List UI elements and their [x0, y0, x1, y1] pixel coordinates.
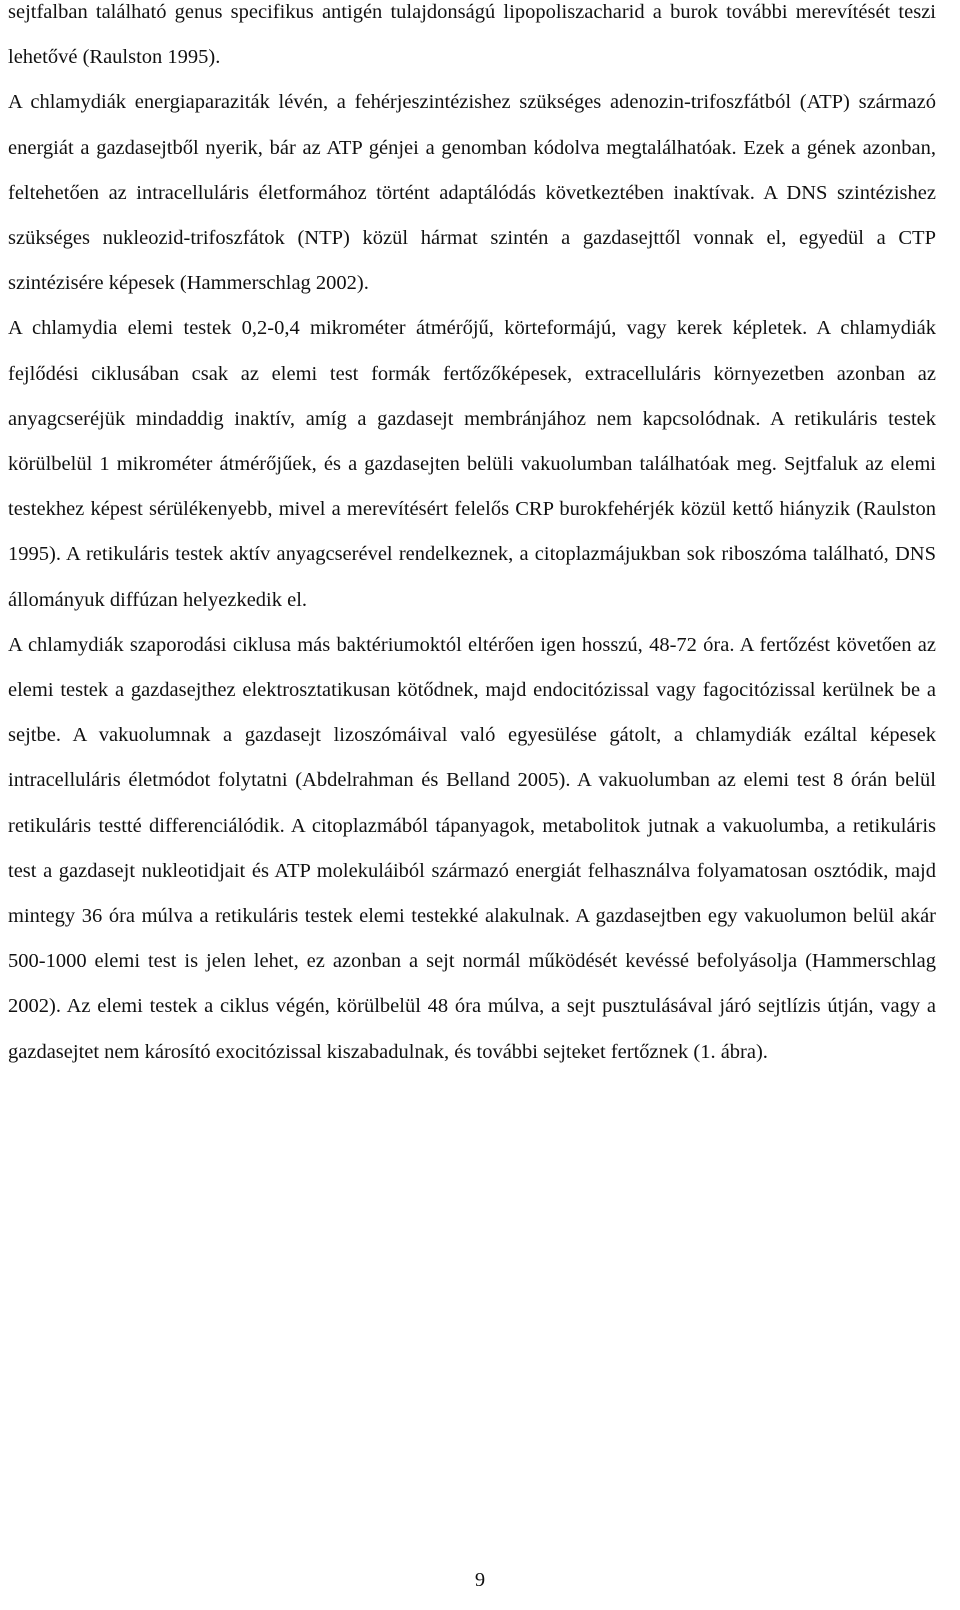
- paragraph-elementary-bodies: A chlamydia elemi testek 0,2-0,4 mikrométer átmérőjű, körteformájú, vagy kerek képletek. A chlamydiák fejlődési ciklusában csak az elemi test formák fertőzőképesek, extracelluláris környezetben azonban az anyagcseréjük mindaddig inaktív, amíg a gazdasejt membránjához nem kapcsolódnak. A retikuláris testek körülbelül 1 mikrométer átmérőjűek, és a gazdasejten belüli vakuolumban találhatóak meg. Sejtfaluk az elemi testekhez képest sérülékenyebb, mivel a merevítésért felelős CRP burokfehérjék közül kettő hiányzik (Raulston 1995). A retikuláris testek aktív anyagcserével rendelkeznek, a citoplazmájukban sok riboszóma található, DNS állományuk diffúzan helyezkedik el.: [8, 317, 936, 611]
- document-body: [8, 0, 936, 1075]
- paragraph-reproduction-cycle: A chlamydiák szaporodási ciklusa más baktériumoktól eltérően igen hosszú, 48-72 óra. A fertőzést követően az elemi testek a gazdasejthez elektrosztatikusan kötődnek, majd endocitózissal vagy fagocitózissal kerülnek be a sejtbe. A vakuolumnak a gazdasejt lizoszómáival való egyesülése gátolt, a chlamydiák ezáltal képesek intracelluláris életmódot folytatni (Abdelrahman és Belland 2005). A vakuolumban az elemi test 8 órán belül retikuláris testté differenciálódik. A citoplazmából tápanyagok, metabolitok jutnak a vakuolumba, a retikuláris test a gazdasejt nukleotidjait és ATP molekuláiból származó energiát felhasználva folyamatosan osztódik, majd mintegy 36 óra múlva a retikuláris testek elemi testekké alakulnak. A gazdasejtben egy vakuolumon belül akár 500-1000 elemi test is jelen lehet, ez azonban a sejt normál működését kevéssé befolyásolja (Hammerschlag 2002). Az elemi testek a ciklus végén, körülbelül 48 óra múlva, a sejt pusztulásával járó sejtlízis útján, vagy a gazdasejtet nem károsító exocitózissal kiszabadulnak, és további sejteket fertőznek (1. ábra).: [8, 633, 936, 1063]
- paragraph-energy-parasites: A chlamydiák energiaparaziták lévén, a fehérjeszintézishez szükséges adenozin-trifoszfátból (ATP) származó energiát a gazdasejtből nyerik, bár az ATP génjei a genomban kódolva megtalálhatóak. Ezek a gének azonban, feltehetően az intracelluláris életformához történt adaptálódás következtében inaktívak. A DNS szintézishez szükséges nukleozid-trifoszfátok (NTP) közül hármat szintén a gazdasejttől vonnak el, egyedül a CTP szintézisére képesek (Hammerschlag 2002).: [8, 91, 936, 295]
- paragraph-cell-wall: sejtfalban található genus specifikus antigén tulajdonságú lipopoliszacharid a burok további merevítését teszi lehetővé (Raulston 1995).: [8, 1, 936, 69]
- page-number: 9: [474, 1569, 486, 1591]
